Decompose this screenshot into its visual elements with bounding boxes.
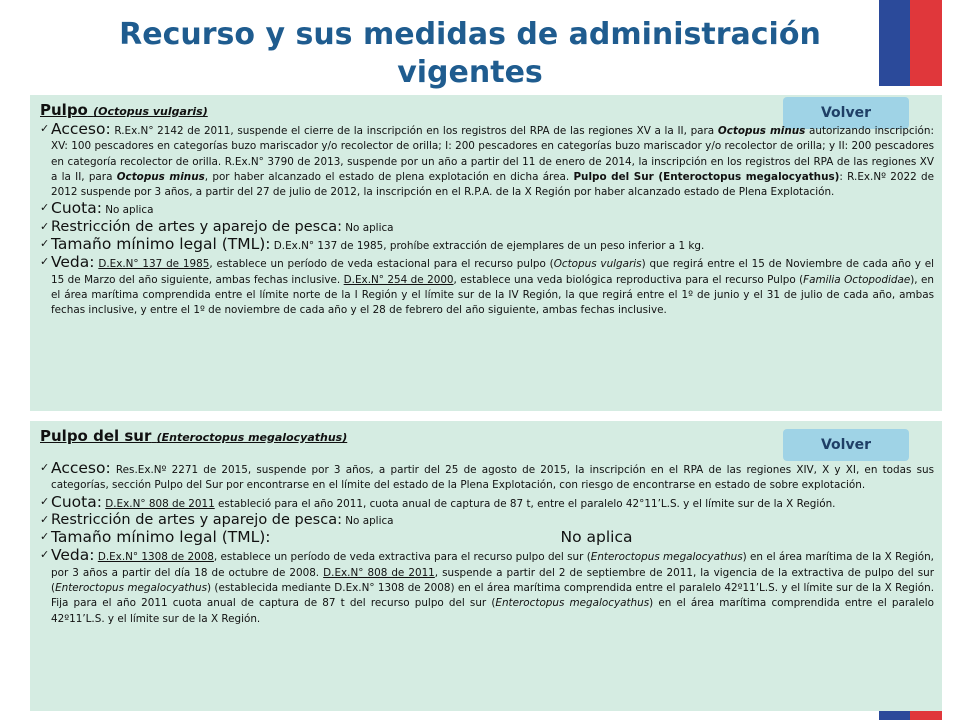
pulpo-del-sur-bold: Pulpo del Sur (Enteroctopus megalocyathus) [573, 170, 840, 183]
veda-text: ) que regirá entre el 15 de Noviembre de cada año y el 15 de Marzo del año siguiente, ambas fechas inclusive. [51, 258, 934, 286]
check-icon: ✓ [40, 219, 50, 233]
acceso-text: , por haber alcanzado el estado de plena explotación en dicha área. [204, 170, 570, 183]
veda-text: , establece una veda biológica reproductiva para el recurso Pulpo ( [453, 273, 804, 286]
species-name: Enteroctopus megalocyathus [495, 597, 650, 610]
tml-text: D.Ex.N° 137 de 1985, prohíbe extracción de ejemplares de un peso inferior a 1 kg. [273, 240, 705, 253]
veda-label: Veda: [51, 253, 95, 272]
acceso-text: R.Ex.N° 2142 de 2011, suspende el cierre de la inscripción en los registros del RPA de las regiones XV a la II, para [114, 125, 715, 137]
cuota-label: Cuota: [51, 492, 102, 511]
panel-pulpo-title-sci: (Octopus vulgaris) [93, 105, 208, 118]
cuota-item [40, 200, 934, 218]
species-name: Enteroctopus megalocyathus [590, 551, 743, 564]
cuota-item [40, 494, 934, 512]
acceso-item [40, 121, 934, 200]
panel-pulpo-del-sur-title-sci: (Enteroctopus megalocyathus) [156, 431, 348, 444]
tml-item [40, 236, 934, 254]
acceso-label: Acceso: [51, 120, 111, 138]
veda-text: ) (establecida mediante D.Ex.N° 1308 de 2008) en el área marítima comprendida entre el paralelo 42º11’L.S. y el límite sur de la X Región. Fija para el año 2011 cuota anual de captura de 87 t del recurso pulpo del sur ( [51, 582, 934, 610]
page-title: Recurso y sus medidas de administración vigentes [119, 17, 821, 90]
veda-text: , suspende a partir del 2 de septiembre de 2011, la vigencia de la extractiva de pulpo del sur ( [51, 566, 934, 595]
species-name: Octopus minus [717, 125, 806, 137]
restriccion-item [40, 512, 934, 529]
tml-text: No aplica [560, 528, 633, 547]
restriccion-label: Restricción de artes y aparejo de pesca: [51, 218, 342, 235]
panel-pulpo-del-sur [30, 421, 942, 711]
restriccion-text: No aplica [345, 221, 394, 234]
restriccion-label: Restricción de artes y aparejo de pesca: [51, 511, 342, 528]
check-icon: ✓ [40, 255, 50, 269]
veda-text: ) en el área marítima comprendida entre el paralelo 42º11’L.S. y el límite sur de la X Región. [51, 597, 935, 625]
check-icon: ✓ [40, 512, 50, 526]
veda-text: ) en el área marítima de la X Región, por 3 años a partir del día 18 de octubre de 2008. [51, 551, 934, 579]
acceso-label: Acceso: [51, 459, 111, 477]
cuota-label: Cuota: [51, 199, 102, 218]
veda-text: ), en el área marítima comprendida entre el límite norte de la I Región y el límite sur de la IV Región, la que regirá entre el 1º de junio y el 31 de julio de cada año, ambas fechas inclusive, y entre el 1º de noviembre de cada año y el 28 de febrero del año siguiente, ambas fechas inclusive. [51, 273, 934, 317]
acceso-text: autorizando inscripción: XV: 100 pescadores en categorías buzo mariscador y/o recolector de orilla; I: 200 pescadores en categorías buzo mariscador y/o recolector de orilla; y II: 200 pescadores en categoría recolector de orilla. R.Ex.N° 3790 de 2013, suspende por un año a partir del 11 de enero de 2014, la inscripción en los registros del RPA de las regiones XV a la II, para [51, 125, 934, 183]
panel-pulpo-list [40, 121, 934, 319]
check-icon: ✓ [40, 494, 50, 508]
tml-label: Tamaño mínimo legal (TML): [51, 528, 271, 547]
check-icon: ✓ [40, 548, 50, 562]
chile-flag-decoration-top [879, 0, 942, 86]
decree-link[interactable]: D.Ex.N° 808 de 2011 [105, 497, 215, 510]
veda-text: , establece un período de veda estacional para el recurso pulpo ( [209, 258, 554, 271]
check-icon: ✓ [40, 237, 50, 251]
volver-button-2[interactable]: Volver [783, 429, 909, 461]
check-icon: ✓ [40, 122, 50, 135]
panel-pulpo-del-sur-list [40, 460, 934, 627]
volver-button-1[interactable]: Volver [783, 97, 909, 129]
check-icon: ✓ [40, 530, 50, 544]
acceso-text: Res.Ex.Nº 2271 de 2015, suspende por 3 años, a partir del 25 de agosto de 2015, la inscripción en el RPA de las regiones XIV, X y XI, en todas sus categorías, sección Pulpo del Sur por encontrarse en el límite del estado de la Plena Explotación, con riesgo de encontrarse en estado de sobre explotación. [51, 464, 934, 492]
panel-pulpo-title-name: Pulpo [40, 101, 88, 119]
check-icon: ✓ [40, 201, 50, 215]
check-icon: ✓ [40, 461, 50, 474]
species-name: Octopus minus [116, 170, 205, 183]
veda-label: Veda: [51, 546, 95, 565]
tml-item [40, 529, 934, 547]
cuota-text: No aplica [105, 204, 154, 217]
acceso-item [40, 460, 934, 494]
veda-text: , establece un período de veda extractiva para el recurso pulpo del sur ( [213, 551, 591, 564]
species-name: Octopus vulgaris [553, 258, 642, 271]
veda-item [40, 547, 934, 626]
panel-pulpo [30, 95, 942, 411]
decree-link[interactable]: D.Ex.N° 808 de 2011 [323, 566, 435, 579]
restriccion-item [40, 219, 934, 236]
acceso-text: : R.Ex.Nº 2022 de 2012 suspende por 3 años, a partir del 27 de julio de 2012, la inscripción en el R.P.A. de la X Región por haber alcanzado estado de Plena Explotación. [51, 170, 934, 199]
panel-pulpo-del-sur-title-name: Pulpo del sur [40, 427, 152, 445]
decree-link[interactable]: D.Ex.N° 137 de 1985 [98, 258, 210, 271]
species-name: Familia Octopodidae [803, 273, 911, 286]
cuota-text: estableció para el año 2011, cuota anual de captura de 87 t, entre el paralelo 42°11’L.S. y el límite sur de la X Región. [218, 497, 836, 510]
decree-link[interactable]: D.Ex.N° 254 de 2000 [343, 273, 454, 286]
species-name: Enteroctopus megalocyathus [55, 582, 208, 595]
veda-item [40, 254, 934, 318]
tml-label: Tamaño mínimo legal (TML): [51, 235, 271, 254]
decree-link[interactable]: D.Ex.N° 1308 de 2008 [97, 551, 214, 564]
restriccion-text: No aplica [345, 514, 394, 527]
